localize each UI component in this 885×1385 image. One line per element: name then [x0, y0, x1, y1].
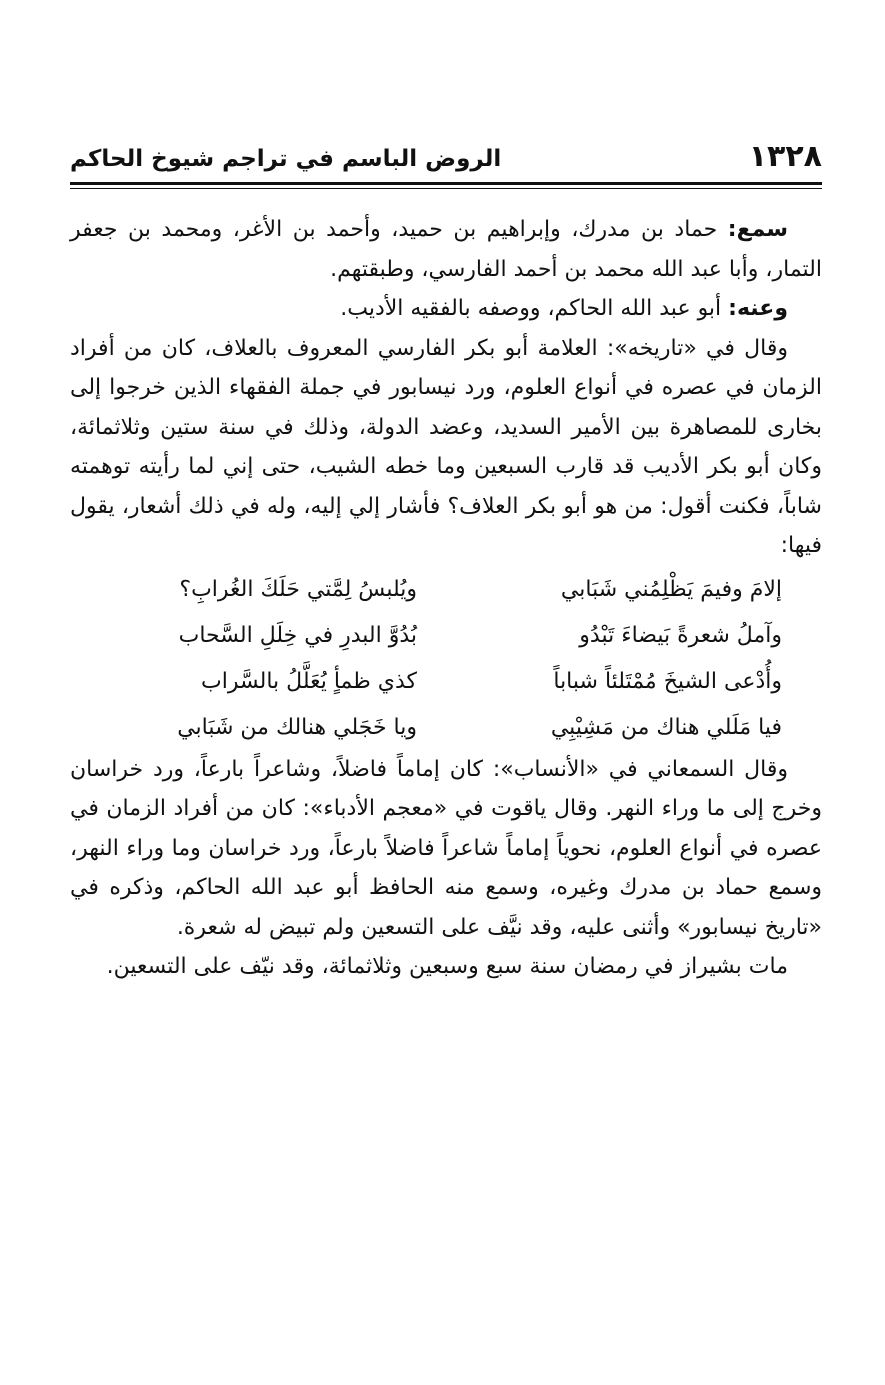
- verse-second-hemistich: كذي ظمأٍ يُعَلَّلُ بالسَّراب: [201, 668, 417, 694]
- poem-verse: [70, 566, 822, 612]
- paragraph-samani-yaqut: وقال السمعاني في «الأنساب»: كان إماماً فاضلاً، وشاعراً بارعاً، ورد خراسان وخرج إلى ما وراء النهر. وقال ياقوت في «معجم الأدباء»: كان من أفراد الزمان في عصره في أنواع العلوم، نحوياً إماماً شاعراً فاضلاً بارعاً، ورد خراسان وما وراء النهر، وسمع حماد بن مدرك وغيره، وسمع منه الحافظ أبو عبد الله الحاكم، وذكره في «تاريخ نيسابور» وأثنى عليه، وقد نيَّف على التسعين ولم تبيض له شعرة.: [70, 756, 822, 940]
- body-text: [70, 210, 822, 987]
- header-rule-thick: [70, 182, 822, 185]
- verse-second-hemistich: بُدُوَّ البدرِ في خِلَلِ السَّحاب: [178, 622, 417, 648]
- paragraph-text: أبو عبد الله الحاكم، ووصفه بالفقيه الأديب.: [340, 296, 729, 321]
- running-title: الروض الباسم في تراجم شيوخ الحاكم: [70, 146, 502, 172]
- verse-first-hemistich: وأُدْعى الشيخَ مُمْتَلئاً شباباً: [553, 668, 782, 694]
- paragraph-text: حماد بن مدرك، وإبراهيم بن حميد، وأحمد بن الأغر، ومحمد بن جعفر التمار، وأبا عبد الله محمد بن أحمد الفارسي، وطبقتهم.: [70, 217, 822, 282]
- paragraph-label: سمع:: [727, 217, 788, 242]
- verse-second-hemistich: ويُلبسُ لِمَّتي حَلَكَ الغُرابِ؟: [179, 576, 417, 602]
- paragraph-students: [70, 289, 822, 329]
- page-header: [70, 138, 822, 182]
- verse-first-hemistich: فيا مَلَلي هناك من مَشِيْبِي: [550, 714, 782, 740]
- verse-first-hemistich: إلامَ وفيمَ يَظْلِمُني شَبَابي: [560, 576, 782, 602]
- page-number: ١٣٢٨: [748, 139, 822, 174]
- poem-verse: [70, 704, 822, 750]
- paragraph-teachers: [70, 210, 822, 289]
- header-rule-thin: [70, 188, 822, 189]
- paragraph-death: مات بشيراز في رمضان سنة سبع وسبعين وثلاثمائة، وقد نيّف على التسعين.: [106, 954, 788, 979]
- poem-verse: [70, 612, 822, 658]
- paragraph-label: وعنه:: [728, 296, 788, 321]
- poem-verse: [70, 658, 822, 704]
- paragraph-history-quote: وقال في «تاريخه»: العلامة أبو بكر الفارسي المعروف بالعلاف، كان من أفراد الزمان في عصره في أنواع العلوم، ورد نيسابور في جملة الفقهاء الذين خرجوا إلى بخارى للمصاهرة بين الأمير السديد، وعضد الدولة، وذلك في سنة ستين وثلاثمائة، وكان أبو بكر الأديب قد قارب السبعين وما خطه الشيب، حتى إني لما رأيته توهمته شاباً، فكنت أقول: من هو أبو بكر العلاف؟ فأشار إلي إليه، وله في ذلك أشعار، يقول فيها:: [70, 335, 822, 558]
- poem: [70, 566, 822, 750]
- verse-first-hemistich: وآملُ شعرةً بَيضاءَ تَبْدُو: [579, 622, 782, 648]
- verse-second-hemistich: ويا خَجَلي هنالك من شَبَابي: [177, 714, 417, 740]
